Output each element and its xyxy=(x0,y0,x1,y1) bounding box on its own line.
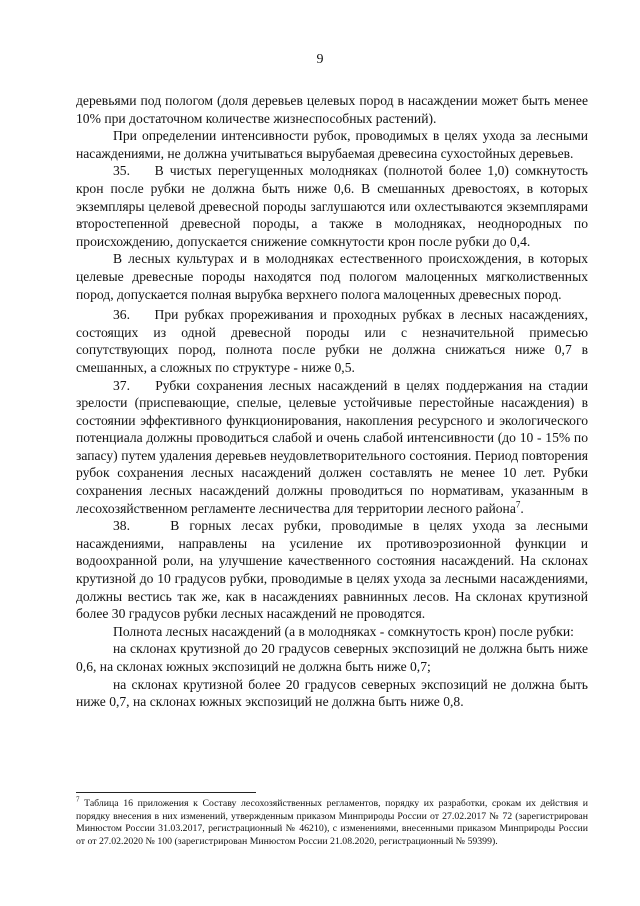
paragraph-number: 38. xyxy=(113,518,130,534)
paragraph-number: 36. xyxy=(113,307,130,323)
footnote-ref: 7 xyxy=(515,499,521,510)
paragraph: деревьями под пологом (доля деревьев целевых пород в насаждении может быть менее 10% при достаточном количестве жизнеспособных растений). xyxy=(76,93,588,126)
footnote-marker: 7 xyxy=(76,795,80,804)
paragraph: В лесных культурах и в молодняках естественного происхождения, в которых целевые древесные породы находятся под пологом малоценных мягколиственных пород, допускается полная вырубка верхнего полога малоценных древесных пород. xyxy=(76,251,588,302)
paragraph-35: 35. В чистых перегущенных молодняках (полнотой более 1,0) сомкнутость крон после рубки не должна быть ниже 0,6. В смешанных древостоях, в которых экземпляры целевой древесной породы заглушаются или охлестываются экземплярами второстепенной древесной породы, а также в молодняках, неоднородных по происхождению, допускается снижение сомкнутости крон после рубки до 0,4. xyxy=(76,163,588,249)
page-number: 9 xyxy=(316,52,324,67)
footnote-separator xyxy=(76,792,256,793)
paragraph-36: 36. При рубках прореживания и проходных рубках в лесных насаждениях, состоящих из одной древесной породы или с незначительной примесью сопутствующих пород, полнота после рубки не должна снижаться ниже 0,7 в смешанных, а сложных по структуре - ниже 0,5. xyxy=(76,307,588,375)
footnote: $^7$ Таблица 16 приложения к Составу лесохозяйственных регламентов, порядку их разработки, срокам их действия и порядку внесения в них изменений, утвержденным приказом Минприроды России от 27.02.2017 № 72 (зарегистрирован Минюстом России 31.03.2017, регистрационный № 46210), с изменениями, внесенными приказом Минприроды России от от 27.02.2020 № 100 (зарегистрирован Минюстом России 21.08.2020, регистрационный № 59399). xyxy=(76,795,588,847)
paragraph: на склонах крутизной более 20 градусов северных экспозиций не должна быть ниже 0,7, на склонах южных экспозиций не должна быть ниже 0,8. xyxy=(76,676,588,710)
paragraph-number: 35. xyxy=(113,163,130,179)
paragraph-38: 38. В горных лесах рубки, проводимые в целях ухода за лесными насаждениями, направлены на усиление их противоэрозионной функции и водоохранной роли, на улучшение качественного состояния насаждений. На склонах крутизной до 10 градусов рубки, проводимые в целях ухода за лесными насаждениями, должны вестись так же, как в насаждениях равнинных лесов. На склонах крутизной более 30 градусов рубки лесных насаждений не проводятся. xyxy=(76,518,589,622)
paragraph: на склонах крутизной до 20 градусов северных экспозиций не должна быть ниже 0,6, на склонах южных экспозиций не должна быть ниже 0,7; xyxy=(76,641,588,674)
paragraph-37: 37. Рубки сохранения лесных насаждений в целях поддержания на стадии зрелости (приспевающие, спелые, целевые устойчивые перестойные насаждения) в состоянии эффективного функционирования, накопления ресурсного и экологического потенциала должны проводиться слабой и очень слабой интенсивности (до 10 - 15% по запасу) путем удаления деревьев неудовлетворительного состояния. Период повторения рубок сохранения лесных насаждений должен составлять не менее 10 лет. Рубки сохранения лесных насаждений должны проводиться по нормативам, указанным в лесохозяйственном регламенте лесничества для территории лесного района$^7$. xyxy=(76,377,588,516)
paragraph: При определении интенсивности рубок, проводимых в целях ухода за лесными насаждениями, не должна учитываться вырубаемая древесина сухостойных деревьев. xyxy=(76,128,588,161)
paragraph-number: 37. xyxy=(113,377,130,393)
body-text xyxy=(76,92,588,711)
paragraph: Полнота лесных насаждений (а в молодняках - сомкнутость крон) после рубки: xyxy=(113,623,574,639)
